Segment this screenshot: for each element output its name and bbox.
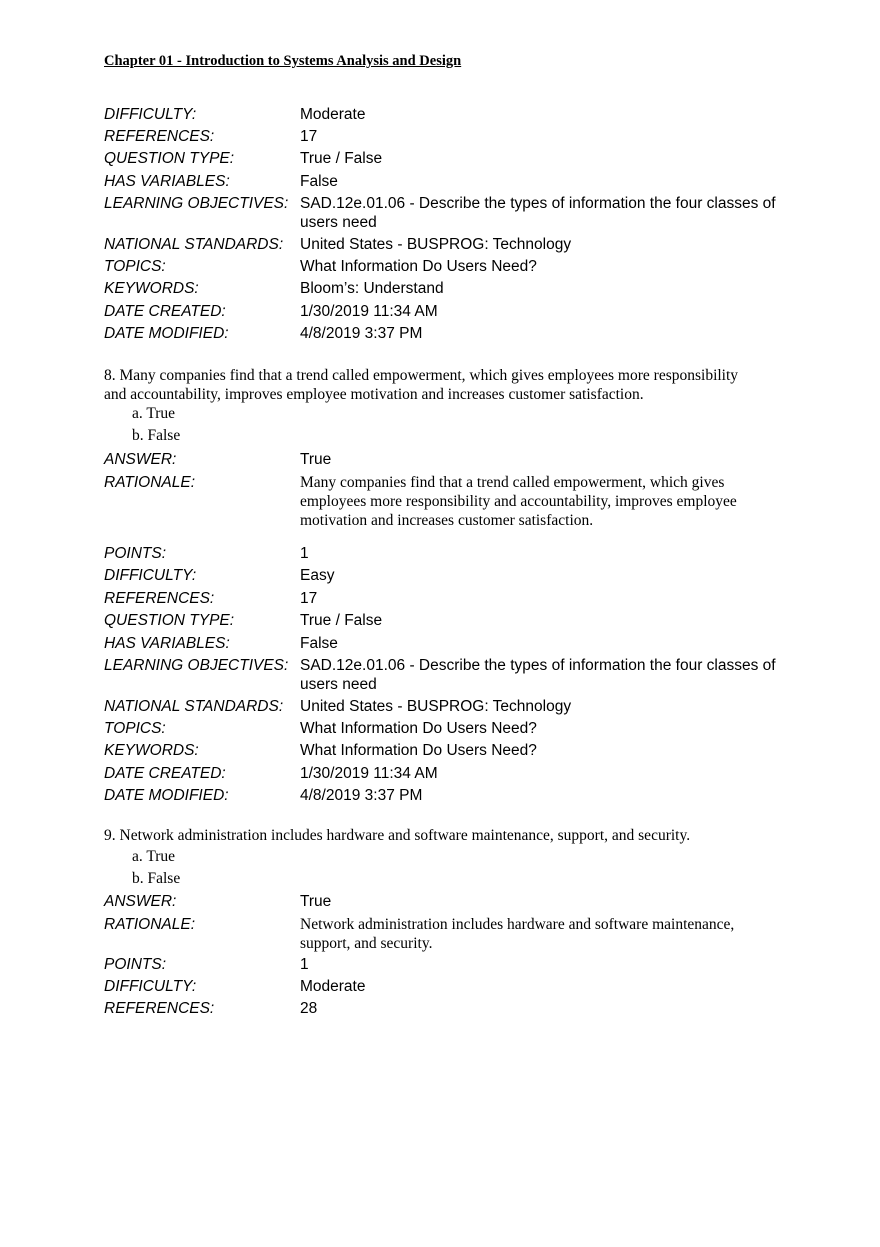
- meta-value: Moderate: [300, 106, 366, 123]
- meta-value: 17: [300, 128, 318, 145]
- meta-label: TOPICS:: [104, 720, 166, 737]
- meta-label: REFERENCES:: [104, 128, 215, 145]
- meta-row-points: [104, 955, 784, 974]
- meta-value: 1/30/2019 11:34 AM: [300, 303, 438, 320]
- meta-value: False: [300, 173, 338, 190]
- meta-value: 1: [300, 545, 309, 562]
- meta-label: DIFFICULTY:: [104, 567, 197, 584]
- question-9-options: [132, 846, 180, 890]
- meta-value: SAD.12e.01.06 - Describe the types of information the four classes of users need: [300, 195, 776, 231]
- meta-row-date-created: [104, 764, 784, 783]
- answer-label: ANSWER:: [104, 893, 177, 910]
- question-9-text: 9. Network administration includes hardware and software maintenance, support, and security.: [104, 827, 691, 844]
- meta-value: United States - BUSPROG: Technology: [300, 236, 572, 253]
- meta-label: KEYWORDS:: [104, 742, 199, 759]
- meta-row-question-type: [104, 611, 784, 630]
- meta-value: True / False: [300, 612, 383, 629]
- meta-label: HAS VARIABLES:: [104, 173, 230, 190]
- question-9-metadata: [104, 955, 784, 1018]
- meta-row-difficulty: [104, 977, 784, 996]
- question-7-metadata: [104, 105, 784, 343]
- meta-row-references: [104, 127, 784, 146]
- meta-row-difficulty: [104, 105, 784, 124]
- meta-label: QUESTION TYPE:: [104, 150, 235, 167]
- meta-label: TOPICS:: [104, 258, 166, 275]
- meta-row-references: [104, 999, 784, 1018]
- question-8-options: [132, 403, 180, 447]
- meta-value: 4/8/2019 3:37 PM: [300, 787, 423, 804]
- meta-label: LEARNING OBJECTIVES:: [104, 195, 289, 212]
- meta-row-question-type: [104, 149, 784, 168]
- meta-row-national-standards: [104, 235, 784, 254]
- meta-label: DATE CREATED:: [104, 303, 226, 320]
- meta-value: 28: [300, 1000, 318, 1017]
- answer-label: ANSWER:: [104, 451, 177, 468]
- answer-value: True: [300, 451, 332, 468]
- meta-label: DATE CREATED:: [104, 765, 226, 782]
- rationale-label: RATIONALE:: [104, 474, 196, 491]
- meta-value: 1: [300, 956, 309, 973]
- meta-row-date-created: [104, 302, 784, 321]
- meta-value: What Information Do Users Need?: [300, 720, 537, 737]
- meta-label: HAS VARIABLES:: [104, 635, 230, 652]
- meta-row-topics: [104, 257, 784, 276]
- meta-value: What Information Do Users Need?: [300, 258, 537, 275]
- meta-value: What Information Do Users Need?: [300, 742, 537, 759]
- meta-value: 1/30/2019 11:34 AM: [300, 765, 438, 782]
- question-8-text: 8. Many companies find that a trend called empowerment, which gives employees more responsibility and accountability, improves employee motivation and increases customer satisfaction.: [104, 367, 739, 403]
- meta-row-points: [104, 544, 784, 563]
- meta-row-has-variables: [104, 634, 784, 653]
- meta-value: United States - BUSPROG: Technology: [300, 698, 572, 715]
- meta-label: POINTS:: [104, 545, 167, 562]
- meta-label: LEARNING OBJECTIVES:: [104, 657, 289, 674]
- rationale-text: Many companies find that a trend called empowerment, which gives employees more responsibility and accountability, improves employee motivation and increases customer satisfaction.: [300, 474, 737, 529]
- rationale-row: [104, 915, 784, 953]
- meta-row-learning-objectives: [104, 194, 784, 232]
- option-b: b. False: [132, 427, 181, 444]
- rationale-label: RATIONALE:: [104, 916, 196, 933]
- meta-label: REFERENCES:: [104, 590, 215, 607]
- meta-row-references: [104, 589, 784, 608]
- meta-label: DATE MODIFIED:: [104, 787, 229, 804]
- meta-label: QUESTION TYPE:: [104, 612, 235, 629]
- meta-label: NATIONAL STANDARDS:: [104, 698, 284, 715]
- meta-row-topics: [104, 719, 784, 738]
- meta-value: 4/8/2019 3:37 PM: [300, 325, 423, 342]
- rationale-row: [104, 473, 784, 530]
- question-8-metadata: [104, 544, 784, 805]
- meta-value: Moderate: [300, 978, 366, 995]
- meta-row-date-modified: [104, 324, 784, 343]
- meta-label: KEYWORDS:: [104, 280, 199, 297]
- meta-row-keywords: [104, 741, 784, 760]
- chapter-heading: Chapter 01 - Introduction to Systems Analysis and Design: [104, 53, 462, 69]
- question-8-answer-block: [104, 450, 784, 530]
- meta-value: True / False: [300, 150, 383, 167]
- meta-label: NATIONAL STANDARDS:: [104, 236, 284, 253]
- rationale-text: Network administration includes hardware and software maintenance, support, and security.: [300, 916, 735, 952]
- meta-row-date-modified: [104, 786, 784, 805]
- meta-value: Bloom’s: Understand: [300, 280, 444, 297]
- meta-label: DIFFICULTY:: [104, 106, 197, 123]
- question-9-answer-block: [104, 892, 784, 953]
- meta-value: 17: [300, 590, 318, 607]
- meta-row-keywords: [104, 279, 784, 298]
- option-a: a. True: [132, 405, 176, 422]
- answer-row: [104, 892, 784, 911]
- meta-label: REFERENCES:: [104, 1000, 215, 1017]
- meta-row-national-standards: [104, 697, 784, 716]
- meta-value: SAD.12e.01.06 - Describe the types of information the four classes of users need: [300, 657, 776, 693]
- meta-row-difficulty: [104, 566, 784, 585]
- meta-label: DIFFICULTY:: [104, 978, 197, 995]
- meta-value: False: [300, 635, 338, 652]
- answer-value: True: [300, 893, 332, 910]
- option-b: b. False: [132, 870, 181, 887]
- meta-row-has-variables: [104, 172, 784, 191]
- meta-row-learning-objectives: [104, 656, 784, 694]
- meta-label: DATE MODIFIED:: [104, 325, 229, 342]
- option-a: a. True: [132, 848, 176, 865]
- answer-row: [104, 450, 784, 469]
- meta-label: POINTS:: [104, 956, 167, 973]
- meta-value: Easy: [300, 567, 335, 584]
